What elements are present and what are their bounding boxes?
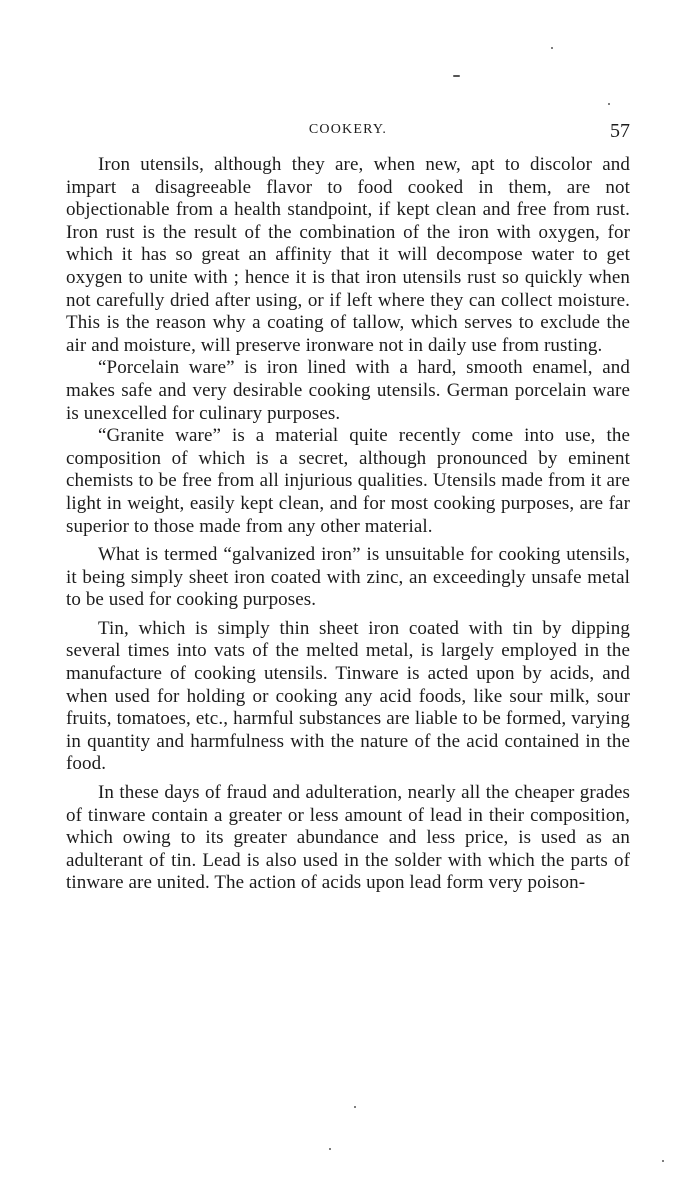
running-title: COOKERY. bbox=[308, 122, 388, 137]
page-number: 57 bbox=[610, 120, 630, 142]
print-speck bbox=[329, 1148, 331, 1150]
print-speck bbox=[551, 47, 553, 49]
paragraph-tin: Tin, which is simply thin sheet iron coated with tin by dipping several times into vats of the melted metal, is largely employed in the manufacture of cooking utensils. Tinware is acted upon by acids, and when used for holding or cooking any acid foods, like sour milk, sour fruits, tomatoes, etc., harmful substances are liable to be formed, varying in quantity and harmfulness with the nature of the acid contained in the food. bbox=[66, 617, 630, 775]
paragraph-porcelain-ware: “Porcelain ware” is iron lined with a hard, smooth enamel, and makes safe and very desirable cooking utensils. German porcelain ware is unexcelled for culinary purposes. bbox=[66, 357, 630, 424]
print-speck bbox=[662, 1160, 664, 1162]
paragraph-iron-utensils: Iron utensils, although they are, when new, apt to discolor and impart a disagreeable flavor to food cooked in them, are not objectionable from a health standpoint, if kept clean and free from rust. Iron rust is the result of the combination of the iron with oxygen, for which it has so great an affinity that it will decompose water to get oxygen to unite with ; hence it is that iron utensils rust so quickly when not carefully dried after using, or if left where they can collect moisture. This is the reason why a coating of tallow, which serves to exclude the air and moisture, will preserve ironware not in daily use from rusting. bbox=[66, 154, 630, 356]
print-speck bbox=[453, 75, 460, 77]
print-speck bbox=[354, 1106, 356, 1108]
paragraph-granite-ware: “Granite ware” is a material quite recently come into use, the composition of which is a secret, although pronounced by eminent chemists to be free from all injurious qualities. Utensils made from it are light in weight, easily kept clean, and for most cooking purposes, are far superior to those made from any other material. bbox=[66, 425, 630, 537]
print-speck bbox=[608, 103, 610, 105]
paragraph-galvanized-iron: What is termed “galvanized iron” is unsuitable for cooking utensils, it being simply sheet iron coated with zinc, an exceedingly unsafe metal to be used for cooking purposes. bbox=[66, 544, 630, 611]
running-header bbox=[66, 120, 630, 144]
paragraph-adulteration: In these days of fraud and adulteration, nearly all the cheaper grades of tinware contain a greater or less amount of lead in their composition, which owing to its greater abundance and less price, is used as an adulterant of tin. Lead is also used in the solder with which the parts of tinware are united. The action of acids upon lead form very poison- bbox=[66, 782, 630, 894]
body-text bbox=[66, 154, 630, 895]
